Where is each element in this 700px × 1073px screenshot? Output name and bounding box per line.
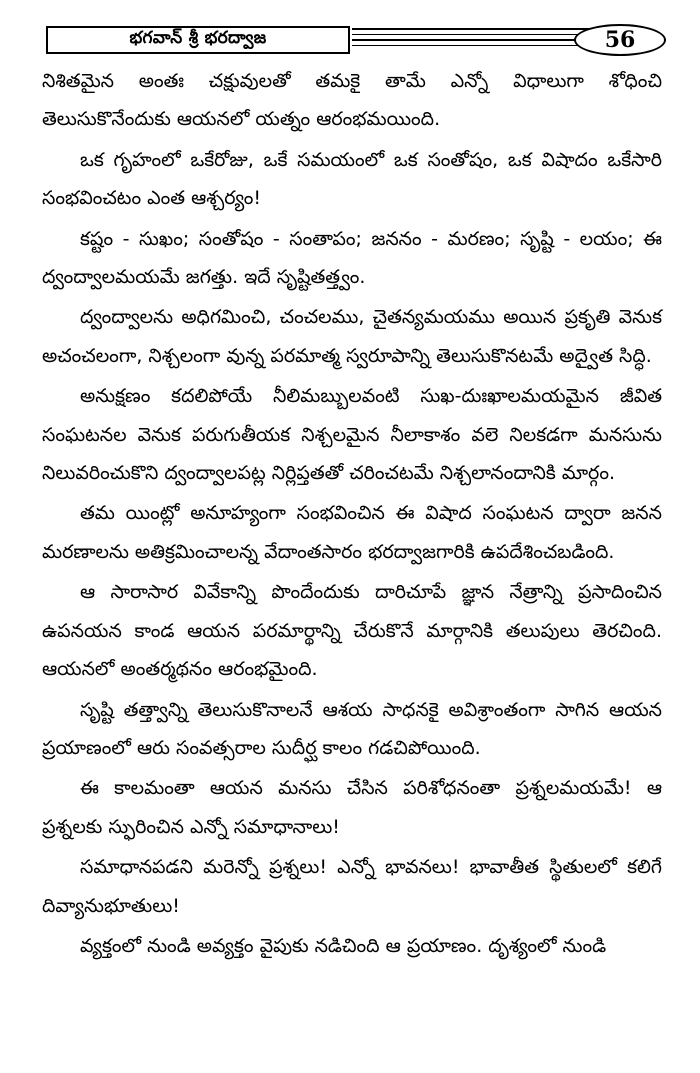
paragraph: తమ యింట్లో అనూహ్యంగా సంభవించిన ఈ విషాద సంఘటన ద్వారా జనన మరణాలను అతిక్రమించాలన్న వేదాంతసారం భరద్వాజగారికి ఉపదేశించబడింది. <box>42 502 662 563</box>
page-number: 56 <box>574 24 666 56</box>
running-title: భగవాన్ శ్రీ భరద్వాజ <box>46 26 350 54</box>
page-header <box>34 22 674 56</box>
paragraph: ద్వంద్వాలను అధిగమించి, చంచలము, చైతన్యమయము అయిన ప్రకృతి వెనుక అచంచలంగా, నిశ్చలంగా వున్న పరమాత్మ స్వరూపాన్ని తెలుసుకొనటమే అద్వైత సిద్ధి. <box>42 306 662 367</box>
paragraph: ఆ సారాసార వివేకాన్ని పొందేందుకు దారిచూపే జ్ఞాన నేత్రాన్ని ప్రసాదించిన ఉపనయన కాండ ఆయన పరమార్థాన్ని చేరుకొనే మార్గానికి తలుపులు తెరచింది. ఆయనలో అంతర్మథనం ఆరంభమైంది. <box>42 581 662 681</box>
paragraph: కష్టం - సుఖం; సంతోషం - సంతాపం; జననం - మరణం; సృష్టి - లయం; ఈ ద్వంద్వాలమయమే జగత్తు. ఇదే సృష్టితత్త్వం. <box>42 227 662 289</box>
paragraph: అనుక్షణం కదలిపోయే నీలిమబ్బులవంటి సుఖ-దుఃఖాలమయమైన జీవిత సంఘటనల వెనుక పరుగుతీయక నిశ్చలమైన నీలాకాశం వలె నిలకడగా మనసును నిలువరించుకొని ద్వంద్వాలపట్ల నిర్లిప్తతతో చరించటమే నిశ్చలానందానికి మార్గం. <box>42 385 662 485</box>
page-body <box>42 62 662 967</box>
paragraph: సమాధానపడని మరెన్నో ప్రశ్నలు! ఎన్నో భావనలు! భావాతీత స్థితులలో కలిగే దివ్యానుభూతులు! <box>42 856 662 917</box>
paragraph: ఒక గృహంలో ఒకేరోజు, ఒకే సమయంలో ఒక సంతోషం, ఒక విషాదం ఒకేసారి సంభవించటం ఎంత ఆశ్చర్యం! <box>42 148 662 210</box>
header-rule-line <box>352 28 622 30</box>
paragraph: నిశితమైన అంతః చక్షువులతో తమకై తామే ఎన్నో విధాలుగా శోధించి తెలుసుకొనేందుకు ఆయనలో యత్నం ఆరంభమయింది. <box>42 70 662 131</box>
paragraph: ఈ కాలమంతా ఆయన మనసు చేసిన పరిశోధనంతా ప్రశ్నలమయమే! ఆ ప్రశ్నలకు స్ఫురించిన ఎన్నో సమాధానాలు! <box>42 777 662 838</box>
paragraph: వ్యక్తంలో నుండి అవ్యక్తం వైపుకు నడిచింది ఆ ప్రయాణం. దృశ్యంలో నుండి <box>80 934 607 957</box>
paragraph: సృష్టి తత్త్వాన్ని తెలుసుకొనాలనే ఆశయ సాధనకై అవిశ్రాంతంగా సాగిన ఆయన ప్రయాణంలో ఆరు సంవత్సరాల సుదీర్ఘ కాలం గడచిపోయింది. <box>42 698 662 759</box>
